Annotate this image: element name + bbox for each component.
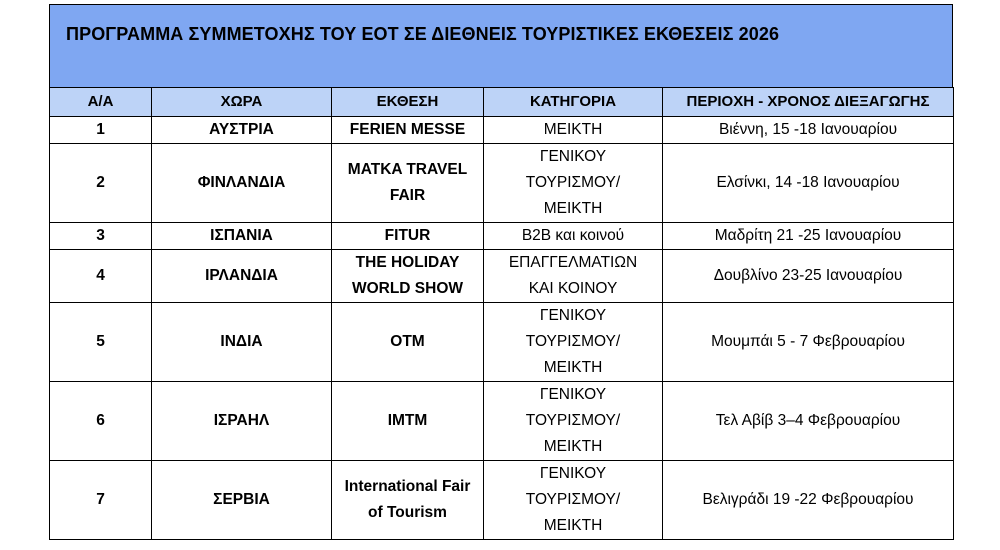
row-category bbox=[484, 223, 663, 250]
row-fair bbox=[332, 461, 484, 540]
fair-name-line: FITUR bbox=[384, 227, 431, 244]
row-country: ΑΥΣΤΡΙΑ bbox=[152, 117, 332, 144]
table-row bbox=[50, 382, 954, 461]
category-line: ΜΕΙΚΤΗ bbox=[543, 359, 603, 376]
row-place-time: Μουμπάι 5 - 7 Φεβρουαρίου bbox=[663, 303, 954, 382]
row-country: ΙΝΔΙΑ bbox=[152, 303, 332, 382]
category-line: ΓΕΝΙΚΟΥ bbox=[539, 148, 607, 165]
row-fair bbox=[332, 117, 484, 144]
table-row bbox=[50, 461, 954, 540]
row-country: ΙΣΠΑΝΙΑ bbox=[152, 223, 332, 250]
table-row bbox=[50, 117, 954, 144]
category-line: ΤΟΥΡΙΣΜΟΥ/ bbox=[525, 412, 621, 429]
row-number: 1 bbox=[50, 117, 152, 144]
column-header-category: ΚΑΤΗΓΟΡΙΑ bbox=[484, 88, 663, 117]
column-header-fair: ΕΚΘΕΣΗ bbox=[332, 88, 484, 117]
table-header-row bbox=[50, 88, 954, 117]
row-country: ΙΡΛΑΝΔΙΑ bbox=[152, 250, 332, 303]
document-title: ΠΡΟΓΡΑΜΜΑ ΣΥΜΜΕΤΟΧΗΣ ΤΟΥ ΕΟΤ ΣΕ ΔΙΕΘΝΕΙΣ ΤΟΥΡΙΣΤΙΚΕΣ ΕΚΘΕΣΕΙΣ 2026 bbox=[49, 4, 953, 88]
row-fair bbox=[332, 223, 484, 250]
row-place-time: Βιέννη, 15 -18 Ιανουαρίου bbox=[663, 117, 954, 144]
fair-name-line: IMTM bbox=[387, 412, 428, 429]
row-country: ΦΙΝΛΑΝΔΙΑ bbox=[152, 144, 332, 223]
table-row bbox=[50, 303, 954, 382]
exhibitions-table bbox=[49, 87, 954, 540]
category-line: ΜΕΙΚΤΗ bbox=[543, 438, 603, 455]
row-number: 7 bbox=[50, 461, 152, 540]
row-number: 6 bbox=[50, 382, 152, 461]
row-number: 2 bbox=[50, 144, 152, 223]
category-line: ΓΕΝΙΚΟΥ bbox=[539, 307, 607, 324]
row-fair bbox=[332, 250, 484, 303]
row-category bbox=[484, 303, 663, 382]
row-place-time: Βελιγράδι 19 -22 Φεβρουαρίου bbox=[663, 461, 954, 540]
fair-name-line: of Tourism bbox=[368, 504, 447, 521]
category-line: ΤΟΥΡΙΣΜΟΥ/ bbox=[525, 491, 621, 508]
row-fair bbox=[332, 382, 484, 461]
row-number: 5 bbox=[50, 303, 152, 382]
row-place-time: Ελσίνκι, 14 -18 Ιανουαρίου bbox=[663, 144, 954, 223]
fair-name-line: International Fair bbox=[344, 478, 471, 495]
category-line: ΓΕΝΙΚΟΥ bbox=[539, 386, 607, 403]
category-line: ΜΕΙΚΤΗ bbox=[543, 517, 603, 534]
category-line: ΜΕΙΚΤΗ bbox=[543, 200, 603, 217]
row-category bbox=[484, 461, 663, 540]
row-category bbox=[484, 117, 663, 144]
column-header-num: Α/Α bbox=[50, 88, 152, 117]
row-fair bbox=[332, 303, 484, 382]
row-fair bbox=[332, 144, 484, 223]
category-line: ΤΟΥΡΙΣΜΟΥ/ bbox=[525, 333, 621, 350]
category-line: ΜΕΙΚΤΗ bbox=[543, 121, 603, 138]
table-row bbox=[50, 223, 954, 250]
row-place-time: Μαδρίτη 21 -25 Ιανουαρίου bbox=[663, 223, 954, 250]
table-row bbox=[50, 250, 954, 303]
row-country: ΙΣΡΑΗΛ bbox=[152, 382, 332, 461]
row-place-time: Τελ Αβίβ 3–4 Φεβρουαρίου bbox=[663, 382, 954, 461]
column-header-country: ΧΩΡΑ bbox=[152, 88, 332, 117]
fair-name-line: THE HOLIDAY bbox=[355, 254, 460, 271]
row-number: 3 bbox=[50, 223, 152, 250]
row-category bbox=[484, 144, 663, 223]
fair-name-line: FAIR bbox=[389, 187, 426, 204]
category-line: ΓΕΝΙΚΟΥ bbox=[539, 465, 607, 482]
row-number: 4 bbox=[50, 250, 152, 303]
category-line: B2B και κοινού bbox=[521, 227, 625, 244]
row-place-time: Δουβλίνο 23-25 Ιανουαρίου bbox=[663, 250, 954, 303]
category-line: ΕΠΑΓΓΕΛΜΑΤΙΩΝ bbox=[508, 254, 638, 271]
document-sheet bbox=[49, 4, 953, 540]
fair-name-line: MATKA TRAVEL bbox=[347, 161, 468, 178]
row-category bbox=[484, 250, 663, 303]
fair-name-line: WORLD SHOW bbox=[351, 280, 464, 297]
category-line: ΤΟΥΡΙΣΜΟΥ/ bbox=[525, 174, 621, 191]
row-country: ΣΕΡΒΙΑ bbox=[152, 461, 332, 540]
fair-name-line: OTM bbox=[390, 333, 425, 350]
category-line: ΚΑΙ ΚΟΙΝΟΥ bbox=[528, 280, 618, 297]
table-row bbox=[50, 144, 954, 223]
column-header-place-time: ΠΕΡΙΟΧΗ - ΧΡΟΝΟΣ ΔΙΕΞΑΓΩΓΗΣ bbox=[663, 88, 954, 117]
row-category bbox=[484, 382, 663, 461]
fair-name-line: FERIEN MESSE bbox=[349, 121, 466, 138]
